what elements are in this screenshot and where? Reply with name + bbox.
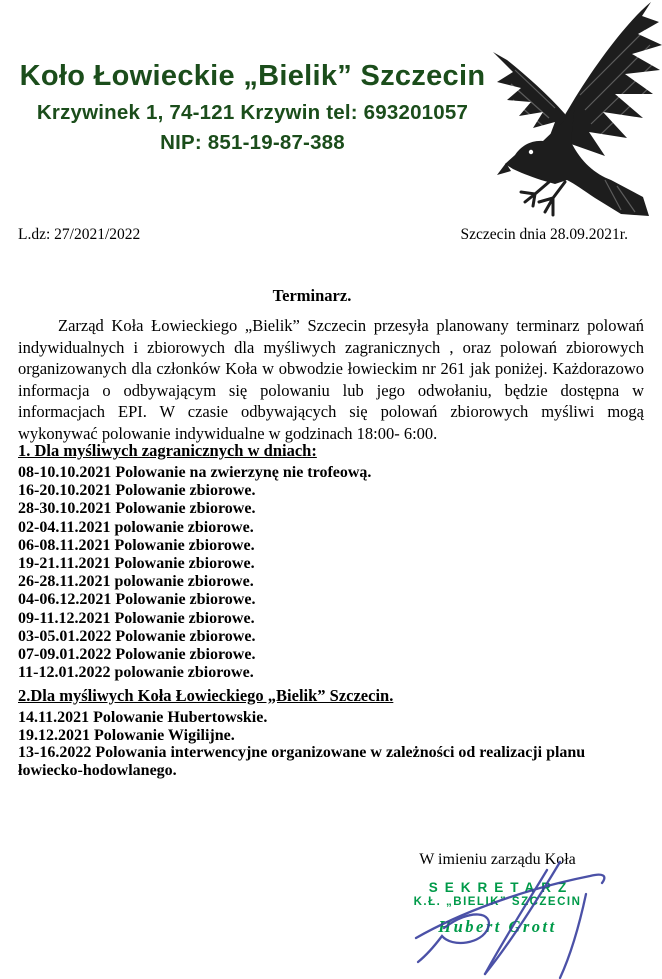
meta-row [18, 226, 628, 244]
secretary-stamp [390, 880, 605, 908]
org-address: Krzywinek 1, 74-121 Krzywin tel: 693201057 [36, 101, 469, 124]
eagle-illustration [485, 0, 662, 230]
schedule-item: 02-04.11.2021 polowanie zbiorowe. [18, 518, 254, 536]
org-nip: NIP: 851-19-87-388 [160, 131, 345, 154]
section-club-members [18, 686, 648, 779]
schedule-item: 09-11.12.2021 Polowanie zbiorowe. [18, 609, 255, 627]
on-behalf-text: W imieniu zarządu Koła [419, 851, 576, 868]
schedule-item: 19-21.11.2021 Polowanie zbiorowe. [18, 555, 255, 573]
intro-paragraph: Zarząd Koła Łowieckiego „Bielik” Szczecin przesyła planowany terminarz polowań indywidualnych i zbiorowych dla myśliwych zagranicznych , oraz polowań zbiorowych organizowanych dla członków Koła w obwodzie łowieckim nr 261 jak poniżej. Każdorazowo informacja o odbywającym się polowaniu lub jego odwołaniu, będzie dostępna w informacjach EPI. W czasie odbywających się polowań zbiorowych myśliwi mogą wykonywać polowanie indywidualne w godzinach 18:00- 6:00. [18, 316, 644, 443]
schedule-item: 14.11.2021 Polowanie Hubertowskie. [18, 709, 268, 726]
eagle-icon [485, 0, 662, 230]
section-foreign-hunters [18, 441, 648, 682]
stamp-club-name: K.Ł. „BIELIK” SZCZECIN [413, 896, 582, 908]
signature-block [390, 851, 605, 937]
document-title: Terminarz. [272, 286, 352, 305]
section2-heading: 2.Dla myśliwych Koła Łowieckiego „Bielik” Szczecin. [18, 686, 394, 705]
place-date: Szczecin dnia 28.09.2021r. [460, 226, 628, 243]
schedule-item: 08-10.10.2021 Polowanie na zwierzynę nie trofeową. [18, 464, 372, 481]
schedule-item: 07-09.01.2022 Polowanie zbiorowe. [18, 646, 256, 664]
schedule-item: 19.12.2021 Polowanie Wigilijne. [18, 726, 235, 744]
schedule-item: 13-16.2022 Polowania interwencyjne organizowane w zależności od realizacji planu łowiecko-hodowlanego. [18, 744, 586, 779]
schedule-item: 11-12.01.2022 polowanie zbiorowe. [18, 664, 254, 682]
schedule-item: 06-08.11.2021 Polowanie zbiorowe. [18, 536, 255, 554]
letterhead [0, 60, 505, 155]
schedule-item: 26-28.11.2021 polowanie zbiorowe. [18, 573, 254, 591]
reference-number: L.dz: 27/2021/2022 [18, 226, 141, 243]
stamp-person-name: Hubert Grott [438, 917, 557, 936]
schedule-item: 28-30.10.2021 Polowanie zbiorowe. [18, 500, 256, 518]
schedule-item: 04-06.12.2021 Polowanie zbiorowe. [18, 591, 256, 609]
section1-heading: 1. Dla myśliwych zagranicznych w dniach: [18, 441, 317, 460]
schedule-item: 03-05.01.2022 Polowanie zbiorowe. [18, 627, 256, 645]
org-name: Koło Łowieckie „Bielik” Szczecin [19, 60, 486, 92]
stamp-title: SEKRETARZ [428, 880, 574, 895]
schedule-item: 16-20.10.2021 Polowanie zbiorowe. [18, 482, 256, 500]
